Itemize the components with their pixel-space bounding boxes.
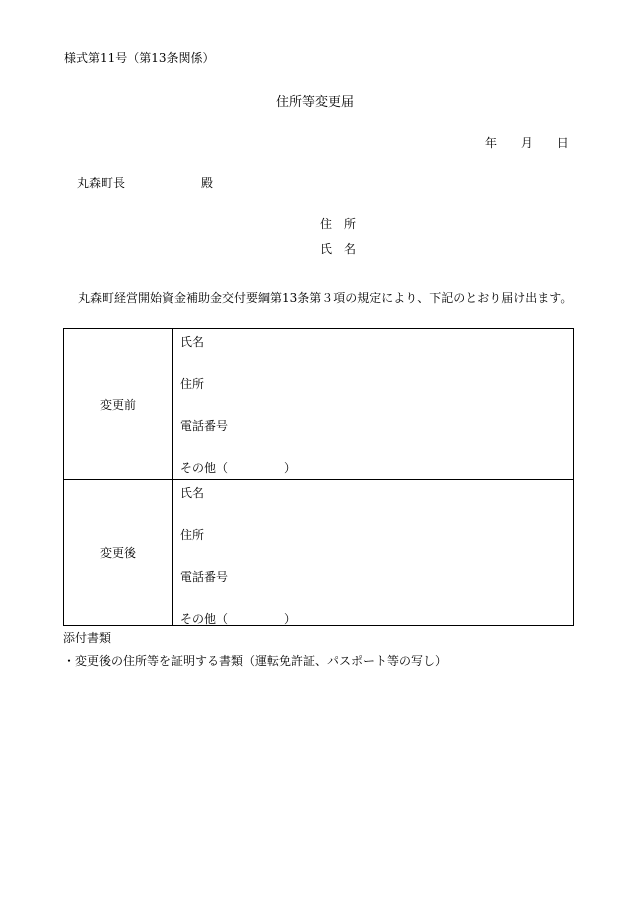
after-other-open-paren: （ (216, 612, 229, 626)
recipient-name: 丸森町長 (77, 176, 126, 190)
after-other-label: その他 (180, 612, 217, 626)
after-phone-field: 電話番号 (180, 570, 229, 584)
page-title: 住所等変更届 (275, 95, 354, 110)
date-line (485, 137, 569, 149)
before-other-close-paren: ） (284, 461, 297, 475)
before-other-open-paren: （ (216, 461, 229, 475)
intro-statement: 丸森町経営開始資金補助金交付要綱第13条第３項の規定により、下記のとおり届け出ます。 (78, 291, 573, 305)
change-table (63, 328, 574, 626)
after-other-field (180, 613, 296, 625)
applicant-name-label: 氏 名 (320, 242, 357, 256)
date-day: 日 (556, 136, 569, 150)
before-name-field: 氏名 (180, 335, 205, 349)
section-after (64, 479, 573, 625)
section-before (64, 329, 573, 479)
after-other-close-paren: ） (284, 612, 297, 626)
after-label: 変更後 (64, 480, 173, 625)
before-phone-field: 電話番号 (180, 419, 229, 433)
attachment-item: ・変更後の住所等を証明する書類（運転免許証、パスポート等の写し） (63, 654, 448, 668)
before-label: 変更前 (64, 329, 173, 479)
date-month: 月 (520, 136, 533, 150)
form-number: 様式第11号（第13条関係） (64, 51, 215, 65)
recipient-honorific: 殿 (201, 176, 214, 190)
after-address-field: 住所 (180, 528, 205, 542)
after-name-field: 氏名 (180, 486, 205, 500)
before-other-field (180, 462, 296, 474)
before-address-field: 住所 (180, 377, 205, 391)
date-year: 年 (485, 136, 498, 150)
before-other-label: その他 (180, 461, 217, 475)
attachments-heading: 添付書類 (63, 631, 112, 645)
recipient-line (77, 177, 213, 189)
applicant-address-label: 住 所 (320, 217, 357, 231)
